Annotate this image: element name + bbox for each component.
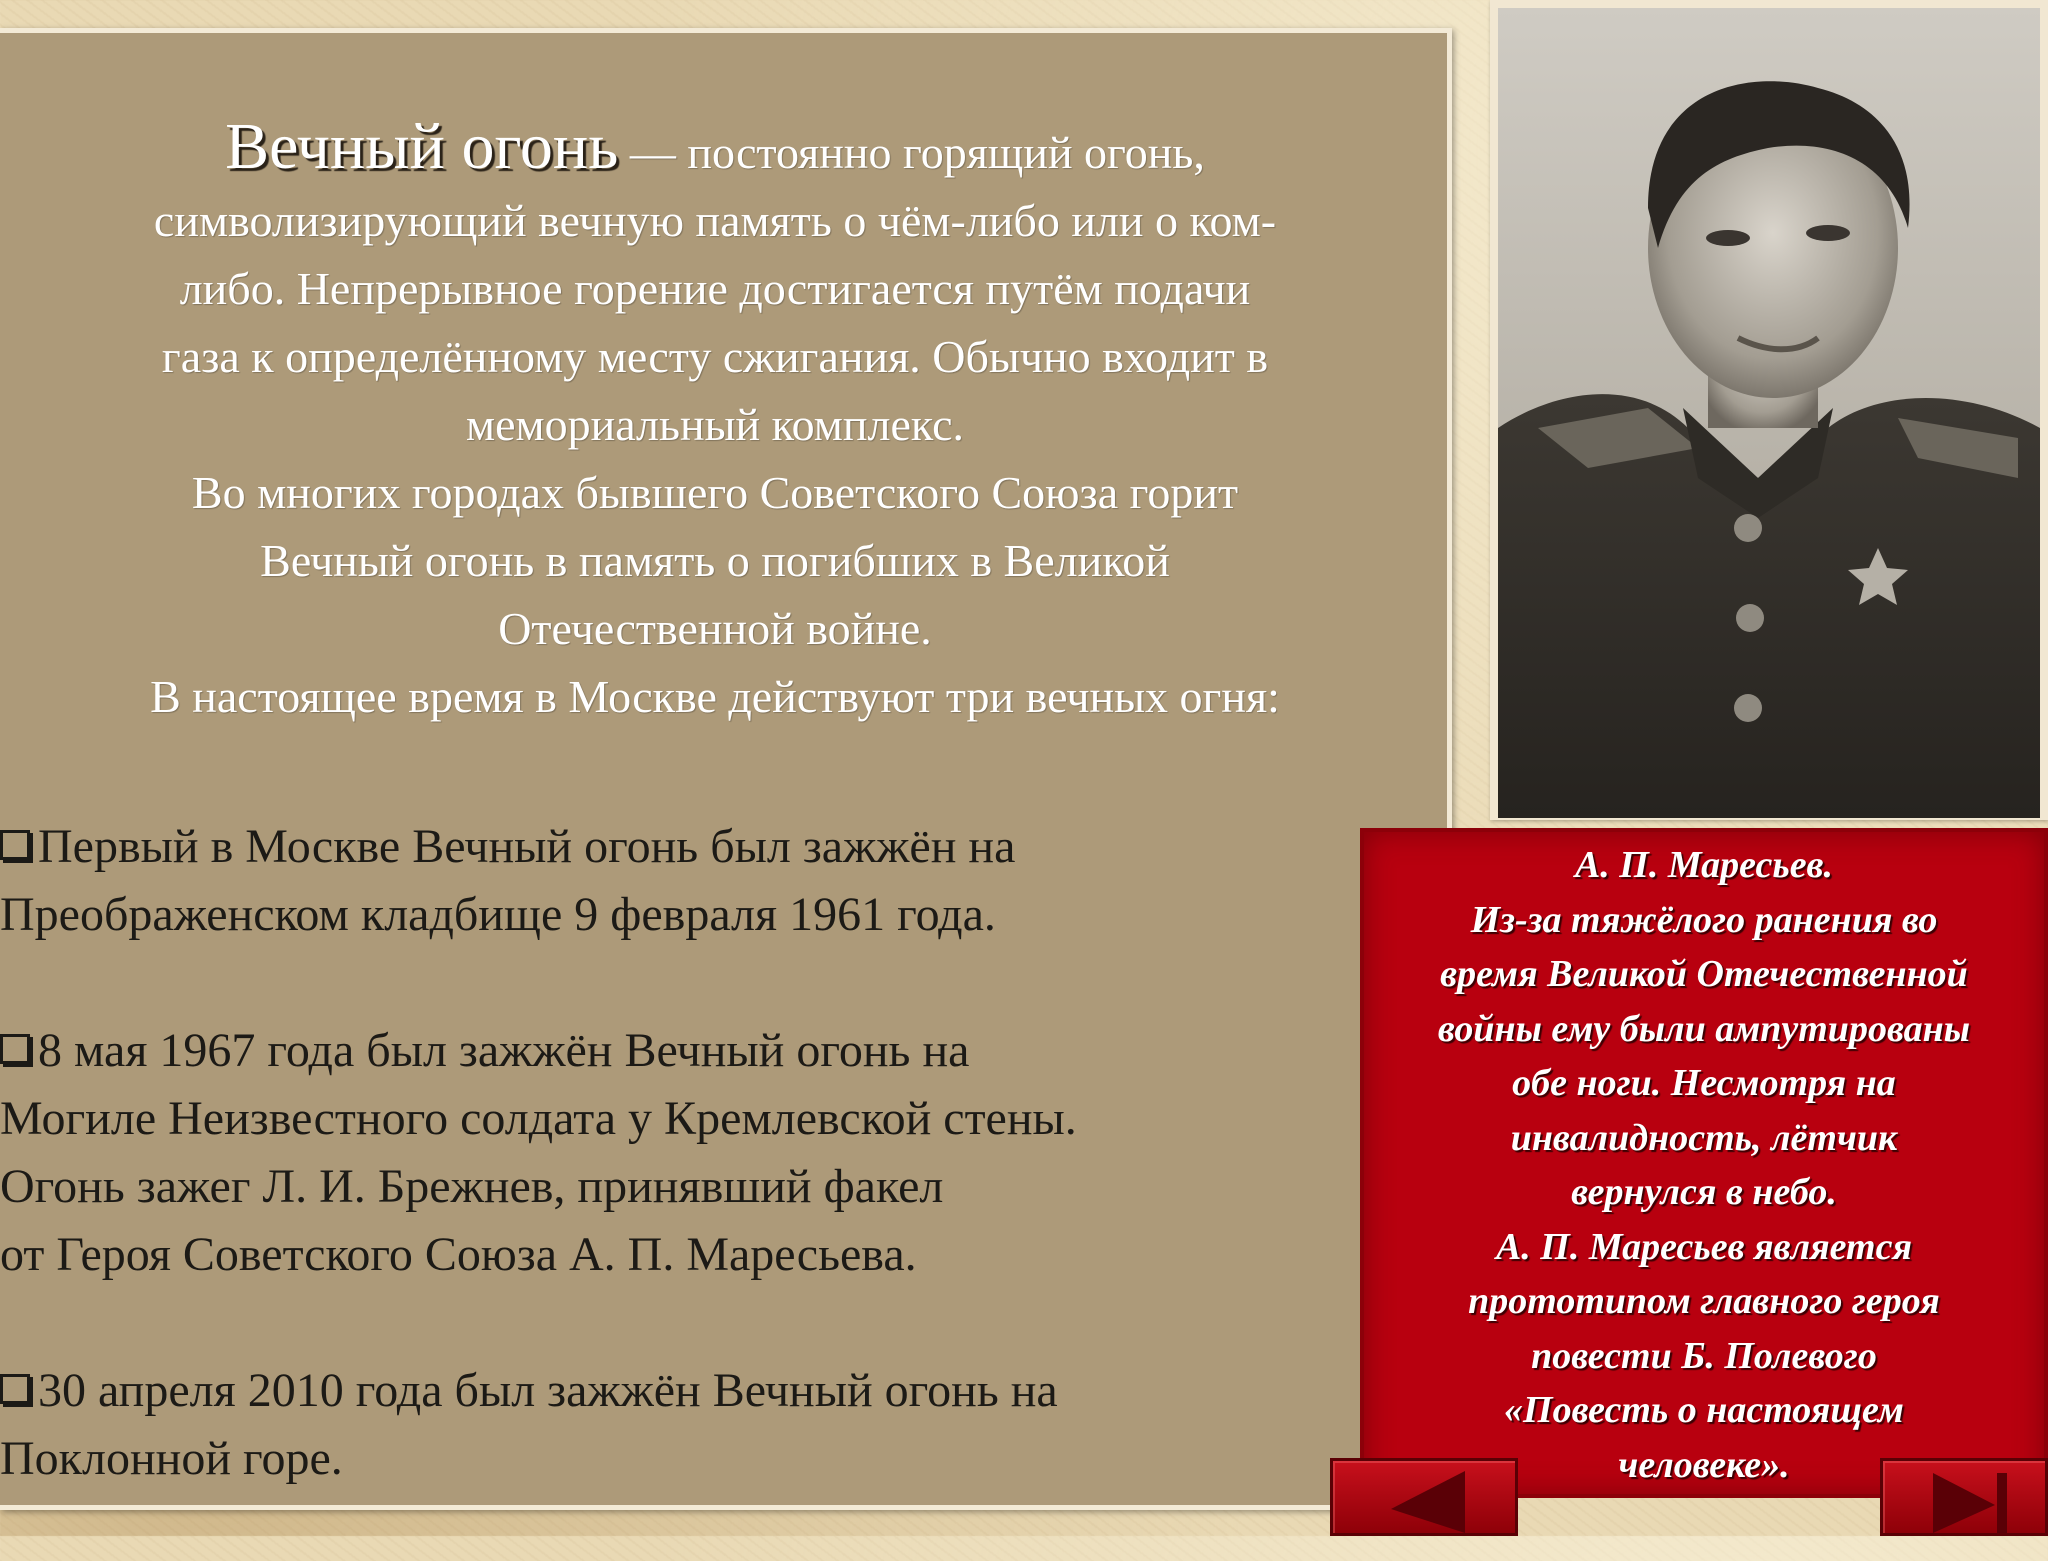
caption-line-6: вернулся в небо.	[1571, 1171, 1837, 1213]
list-item-line: Поклонной горе.	[0, 1432, 343, 1485]
intro-text	[0, 110, 1430, 731]
list-item-line: Огонь зажег Л. И. Брежнев, принявший факел	[0, 1160, 944, 1213]
list-item-line: Могиле Неизвестного солдата у Кремлевской стены.	[0, 1092, 1077, 1145]
caption-line-1: Из-за тяжёлого ранения во	[1470, 898, 1938, 941]
caption-line-4: обе ноги. Несмотря на	[1512, 1062, 1896, 1104]
caption-line-8: прототипом главного героя	[1468, 1280, 1940, 1322]
intro-line-7: Отечественной войне.	[498, 603, 932, 654]
next-slide-button[interactable]	[1880, 1458, 2048, 1536]
bullet-list	[0, 813, 1440, 1561]
list-item	[0, 1017, 1440, 1289]
caption-line-3: войны ему были ампутированы	[1437, 1007, 1971, 1050]
caption-line-9: повести Б. Полевого	[1531, 1334, 1877, 1377]
intro-line-8: В настоящее время в Москве действуют три вечных огня:	[150, 671, 1280, 722]
intro-line-4: мемориальный комплекс.	[465, 399, 964, 450]
intro-line-3: газа к определённому месту сжигания. Обычно входит в	[161, 331, 1269, 382]
list-item-line: от Героя Советского Союза А. П. Маресьева.	[0, 1228, 917, 1281]
list-item	[0, 1357, 1440, 1493]
intro-line-6: Вечный огонь в память о погибших в Великой	[260, 535, 1170, 586]
prev-slide-button[interactable]	[1330, 1458, 1518, 1536]
checkbox-bullet-icon	[0, 1034, 30, 1064]
intro-line-1: символизирующий вечную память о чём-либо или о ком-	[153, 195, 1277, 246]
triangle-left-icon	[1333, 1461, 1515, 1533]
portrait-frame	[1490, 0, 2048, 820]
caption-line-2: время Великой Отечественной	[1440, 953, 1968, 995]
list-item-line: 8 мая 1967 года был зажжён Вечный огонь на	[0, 1017, 1440, 1085]
list-item-line: Первый в Москве Вечный огонь был зажжён на	[0, 813, 1440, 881]
checkbox-bullet-icon	[0, 830, 30, 860]
term-heading: Вечный огонь	[225, 110, 619, 183]
portrait-photo	[1498, 8, 2040, 818]
caption-line-7: А. П. Маресьев является	[1495, 1225, 1913, 1268]
intro-line-2: либо. Непрерывное горение достигается путём подачи	[179, 263, 1251, 314]
triangle-right-icon	[1883, 1461, 2045, 1533]
caption-line-10: «Повесть о настоящем	[1504, 1389, 1904, 1431]
list-item-line: Преображенском кладбище 9 февраля 1961 года.	[0, 888, 996, 941]
portrait-illustration	[1498, 8, 2040, 818]
checkbox-bullet-icon	[0, 1374, 30, 1404]
caption-line-5: инвалидность, лётчик	[1510, 1116, 1898, 1159]
intro-line-5: Во многих городах бывшего Советского Союза горит	[191, 467, 1239, 518]
caption-line-0: А. П. Маресьев.	[1574, 844, 1834, 886]
caption-line-11: человеке».	[1618, 1443, 1790, 1486]
list-item	[0, 813, 1440, 949]
caption-box	[1360, 828, 2048, 1498]
caption-text	[1364, 838, 2044, 1492]
list-item-line: 30 апреля 2010 года был зажжён Вечный огонь на	[0, 1357, 1440, 1425]
intro-line	[0, 110, 1430, 187]
text-panel	[0, 28, 1452, 1510]
intro-line-0: — постоянно горящий огонь,	[618, 127, 1205, 178]
